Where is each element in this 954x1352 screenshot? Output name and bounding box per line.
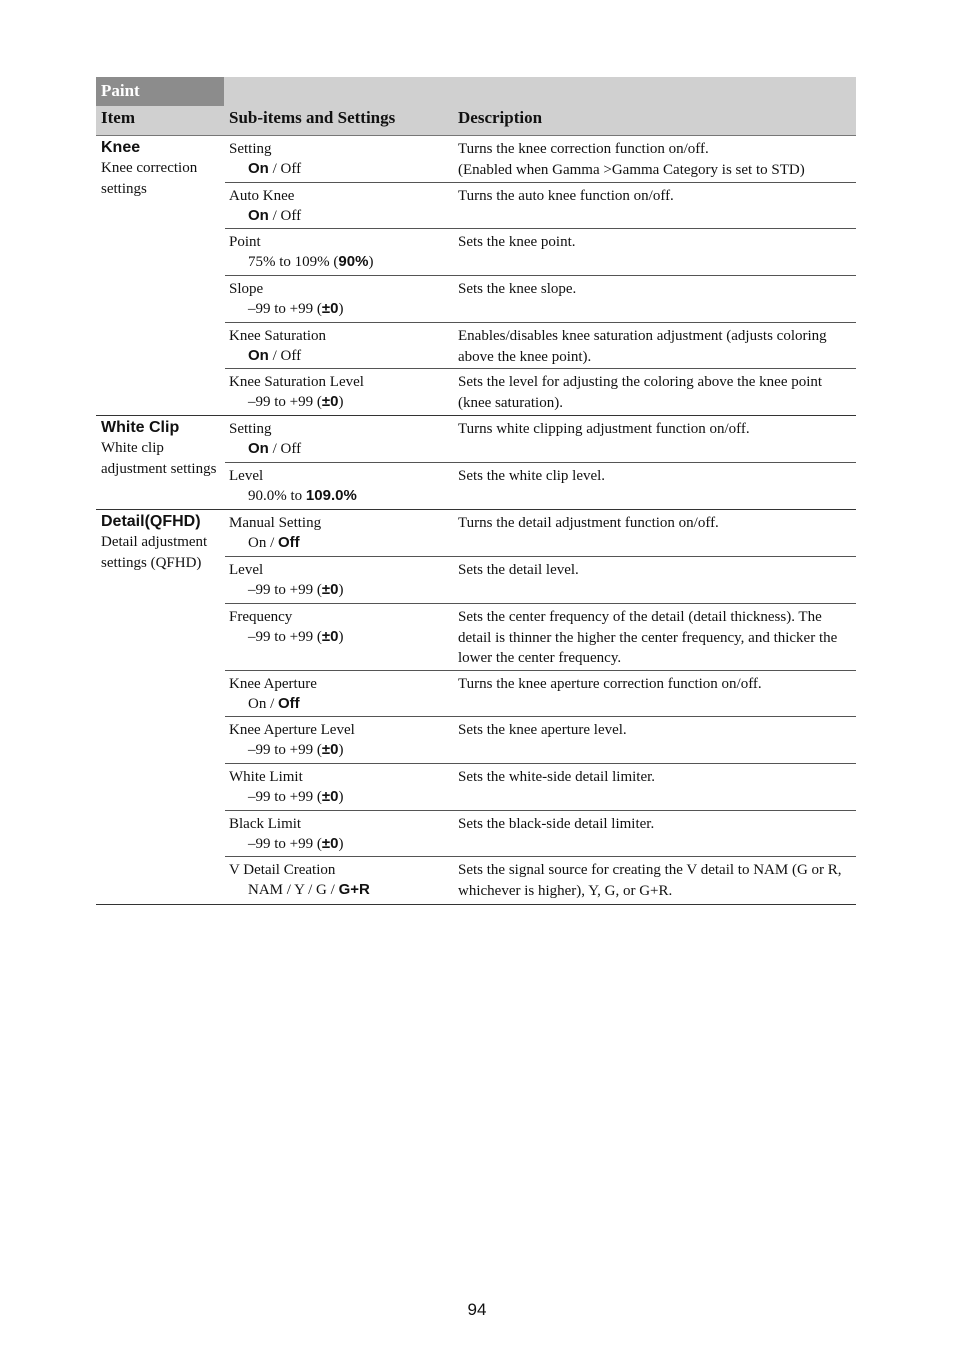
sub-item-label: Manual Setting [229, 515, 322, 531]
table-row [225, 369, 856, 415]
sub-item-setting: –99 to +99 (±0) [248, 835, 344, 852]
row-description: Turns the knee correction function on/off. (Enabled when Gamma >Gamma Category is set to STD) [458, 141, 805, 178]
sub-item [229, 279, 454, 319]
sub-item [229, 860, 454, 900]
sub-item-label: Level [229, 562, 264, 578]
sub-item-setting: On / Off [248, 440, 302, 457]
header-description: Description [458, 108, 543, 127]
sub-item-setting: On / Off [248, 160, 302, 177]
row-description: Turns the detail adjustment function on/off. [458, 515, 719, 531]
table-row [225, 717, 856, 764]
item-title: White Clip [101, 419, 180, 436]
sub-item [229, 466, 454, 506]
sub-item-setting: On / Off [248, 207, 302, 224]
table-row [225, 323, 856, 369]
sub-item-setting: On / Off [248, 347, 302, 364]
sub-item-setting: –99 to +99 (±0) [248, 300, 344, 317]
table-row [225, 463, 856, 509]
sub-item-label: Setting [229, 141, 272, 157]
sub-item-setting: NAM / Y / G / G+R [248, 881, 370, 898]
item-subtitle: Knee correction settings [101, 160, 198, 197]
table-row [225, 136, 856, 183]
sub-item-label: Setting [229, 421, 272, 437]
sub-item-label: Level [229, 468, 264, 484]
sub-item [229, 326, 454, 366]
table-row [225, 857, 856, 904]
item-group [96, 510, 856, 905]
sub-item-setting: –99 to +99 (±0) [248, 581, 344, 598]
row-description: Sets the detail level. [458, 562, 579, 578]
table-row [225, 811, 856, 857]
sub-item-setting: –99 to +99 (±0) [248, 741, 344, 758]
sub-item [229, 767, 454, 807]
sub-item-setting: –99 to +99 (±0) [248, 628, 344, 645]
sub-item-label: V Detail Creation [229, 862, 336, 878]
sub-item-label: Slope [229, 281, 264, 297]
row-description: Turns white clipping adjustment function on/off. [458, 421, 750, 437]
table-row [225, 229, 856, 276]
row-description: Sets the signal source for creating the V detail to NAM (G or R, whichever is higher), Y, G, or G+R. [458, 862, 842, 899]
table-row [225, 416, 856, 463]
sub-item-label: Point [229, 234, 261, 250]
item-cell [101, 510, 229, 574]
item-title: Detail(QFHD) [101, 513, 201, 530]
header-item: Item [101, 108, 135, 127]
item-subtitle: White clip adjustment settings [101, 440, 217, 477]
sub-item-label: White Limit [229, 769, 303, 785]
item-cell [101, 136, 229, 200]
sub-item-label: Knee Aperture Level [229, 722, 355, 738]
sub-item [229, 186, 454, 226]
sub-item-setting: On / Off [248, 695, 300, 712]
sub-item-setting: 75% to 109% (90%) [248, 253, 374, 270]
sub-item [229, 419, 454, 459]
row-description: Sets the knee slope. [458, 281, 577, 297]
item-cell [101, 416, 229, 480]
header-sub-items: Sub-items and Settings [229, 108, 396, 127]
sub-item-label: Black Limit [229, 816, 302, 832]
table-row [225, 276, 856, 323]
item-subtitle: Detail adjustment settings (QFHD) [101, 534, 208, 571]
sub-item-setting: –99 to +99 (±0) [248, 788, 344, 805]
sub-item-label: Knee Saturation Level [229, 374, 364, 390]
sub-item-label: Knee Saturation [229, 328, 327, 344]
sub-item-label: Knee Aperture [229, 676, 317, 692]
sub-item [229, 232, 454, 272]
sub-item [229, 560, 454, 600]
row-description: Sets the knee aperture level. [458, 722, 627, 738]
sub-item [229, 674, 454, 714]
row-description: Sets the center frequency of the detail (detail thickness). The detail is thinner the higher the center frequency, and thicker the lower the center frequency. [458, 609, 838, 666]
row-description: Turns the knee aperture correction function on/off. [458, 676, 762, 692]
table-header [96, 77, 856, 136]
sub-item-label: Frequency [229, 609, 293, 625]
table-row [225, 510, 856, 557]
sub-item-setting: On / Off [248, 534, 300, 551]
table-row [225, 671, 856, 717]
item-title: Knee [101, 139, 141, 156]
item-group [96, 136, 856, 416]
item-group [96, 416, 856, 510]
row-description: Sets the level for adjusting the coloring above the knee point (knee saturation). [458, 374, 823, 411]
row-description: Sets the black-side detail limiter. [458, 816, 655, 832]
paint-settings-table [96, 77, 856, 905]
section-tab: Paint [96, 77, 224, 106]
sub-item [229, 139, 454, 179]
table-row [225, 183, 856, 229]
sub-item-setting: –99 to +99 (±0) [248, 393, 344, 410]
page-number: 94 [467, 1300, 487, 1319]
row-description: Sets the knee point. [458, 234, 576, 250]
sub-item [229, 372, 454, 412]
sub-item [229, 513, 454, 553]
table-body [96, 136, 856, 905]
row-description: Sets the white-side detail limiter. [458, 769, 656, 785]
sub-item-setting: 90.0% to 109.0% [248, 487, 357, 504]
table-row [225, 557, 856, 604]
row-description: Turns the auto knee function on/off. [458, 188, 674, 204]
sub-item [229, 814, 454, 854]
sub-item [229, 607, 454, 647]
row-description: Enables/disables knee saturation adjustment (adjusts coloring above the knee point). [458, 328, 827, 365]
sub-item [229, 720, 454, 760]
table-row [225, 764, 856, 811]
table-row [225, 604, 856, 671]
sub-item-label: Auto Knee [229, 188, 295, 204]
row-description: Sets the white clip level. [458, 468, 606, 484]
